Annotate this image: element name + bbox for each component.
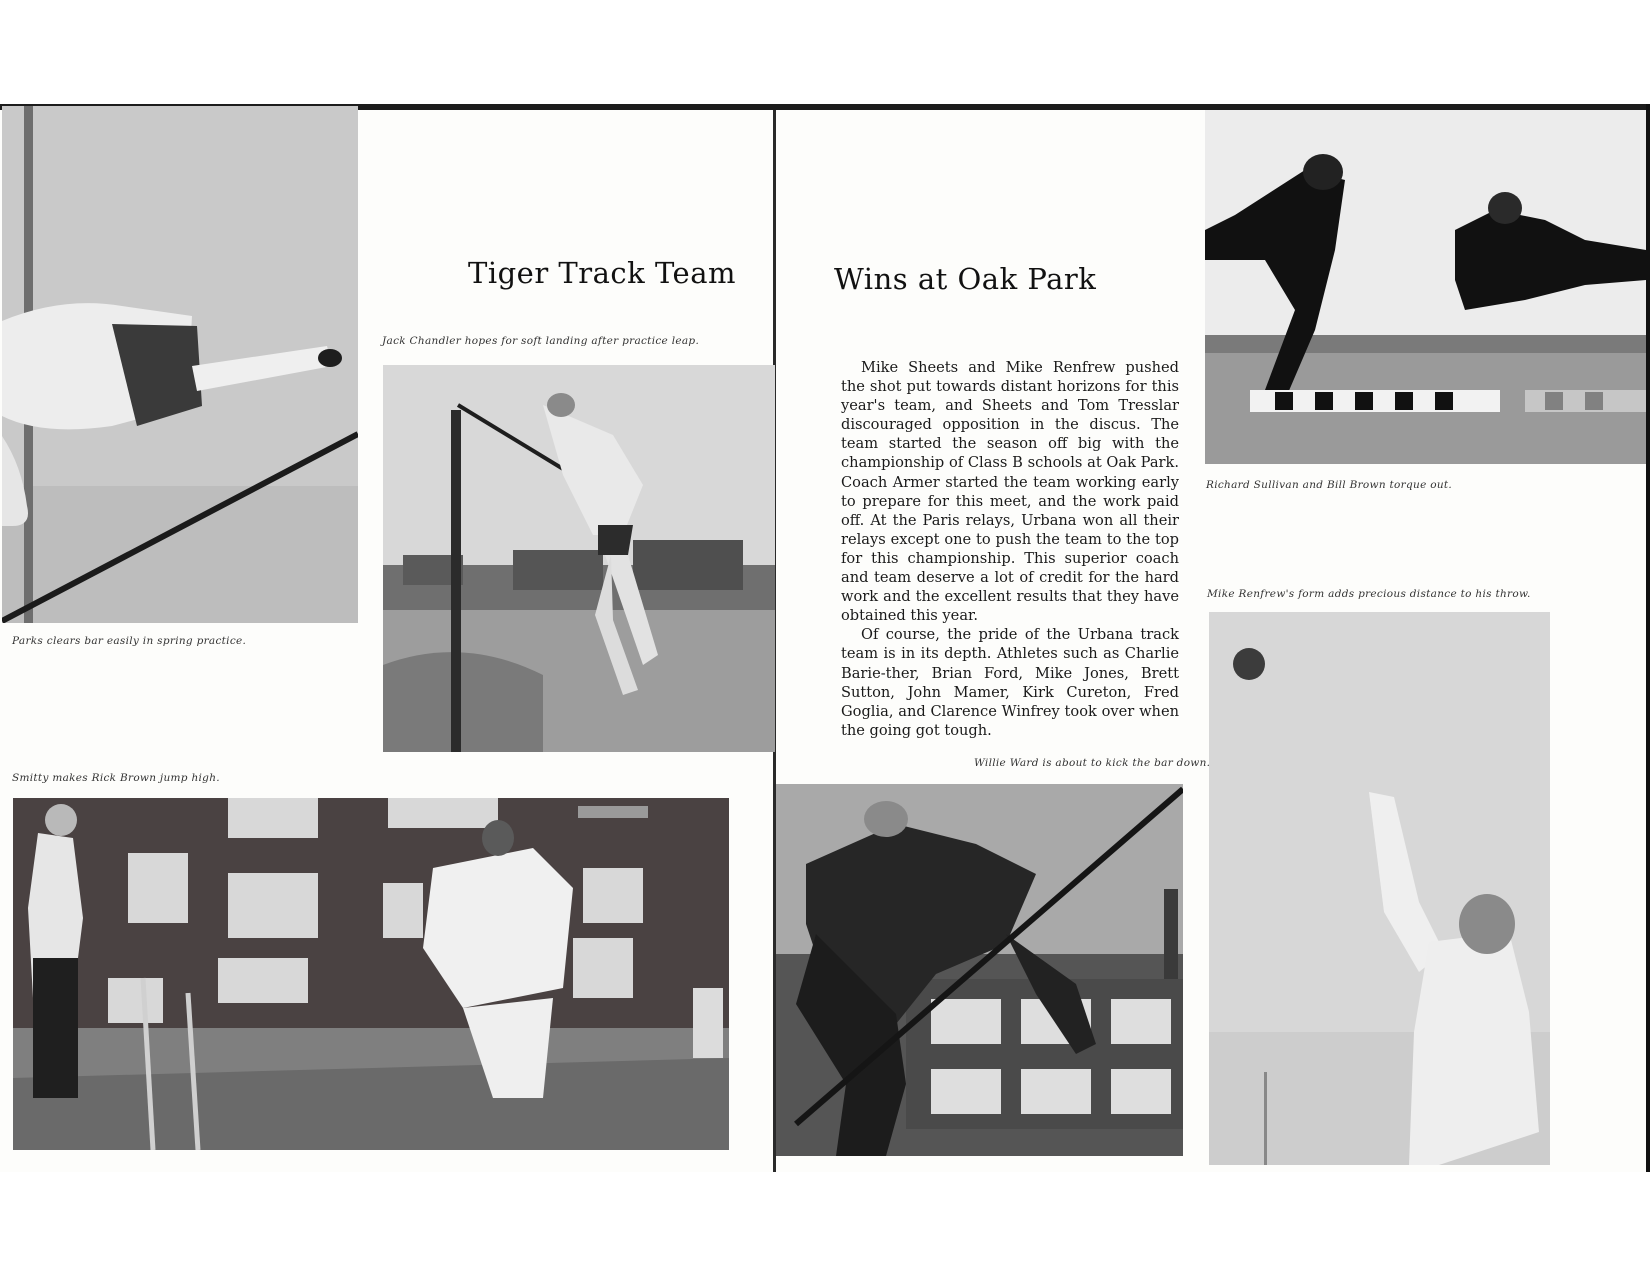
parks-caption: Parks clears bar easily in spring practice. [12, 635, 247, 647]
article-paragraph-1: Mike Sheets and Mike Renfrew pushed the shot put towards distant horizons for this year's team, and Sheets and Tom Tresslar discouraged opposition in the discus. The team started the season off big with the championship of Class B schools at Oak Park. Coach Armer started the team working early to prepare for this meet, and the work paid off. At the Paris relays, Urbana won all their relays except one to push the team to the top for this championship. This superior coach and team deserve a lot of credit for the hard work and the excellent results that they have obtained this year. [841, 359, 1179, 625]
hurdlers-photo [1205, 110, 1646, 464]
smitty-caption: Smitty makes Rick Brown jump high. [12, 772, 220, 784]
chandler-caption: Jack Chandler hopes for soft landing after practice leap. [382, 335, 700, 347]
rick-brown-jump-photo [13, 798, 729, 1150]
page-right-edge [1646, 104, 1650, 1172]
renfrew-shot-put-photo [1209, 612, 1550, 1165]
ward-caption: Willie Ward is about to kick the bar down. [974, 757, 1211, 769]
hurdles-caption: Richard Sullivan and Bill Brown torque out. [1206, 479, 1453, 491]
willie-ward-photo [776, 784, 1183, 1156]
page-title-right: Wins at Oak Park [834, 262, 1097, 296]
renfrew-caption: Mike Renfrew's form adds precious distance to his throw. [1207, 588, 1531, 600]
parks-high-jump-photo [2, 106, 358, 623]
page-title-left: Tiger Track Team [468, 256, 736, 290]
chandler-leap-photo [383, 365, 775, 752]
article-paragraph-2: Of course, the pride of the Urbana track team is in its depth. Athletes such as Charlie Barie-ther, Brian Ford, Mike Jones, Brett Sutton, John Mamer, Kirk Cureton, Fred Goglia, and Clarence Winfrey took over when the going got tough. [841, 626, 1179, 739]
article-body [841, 358, 1179, 740]
